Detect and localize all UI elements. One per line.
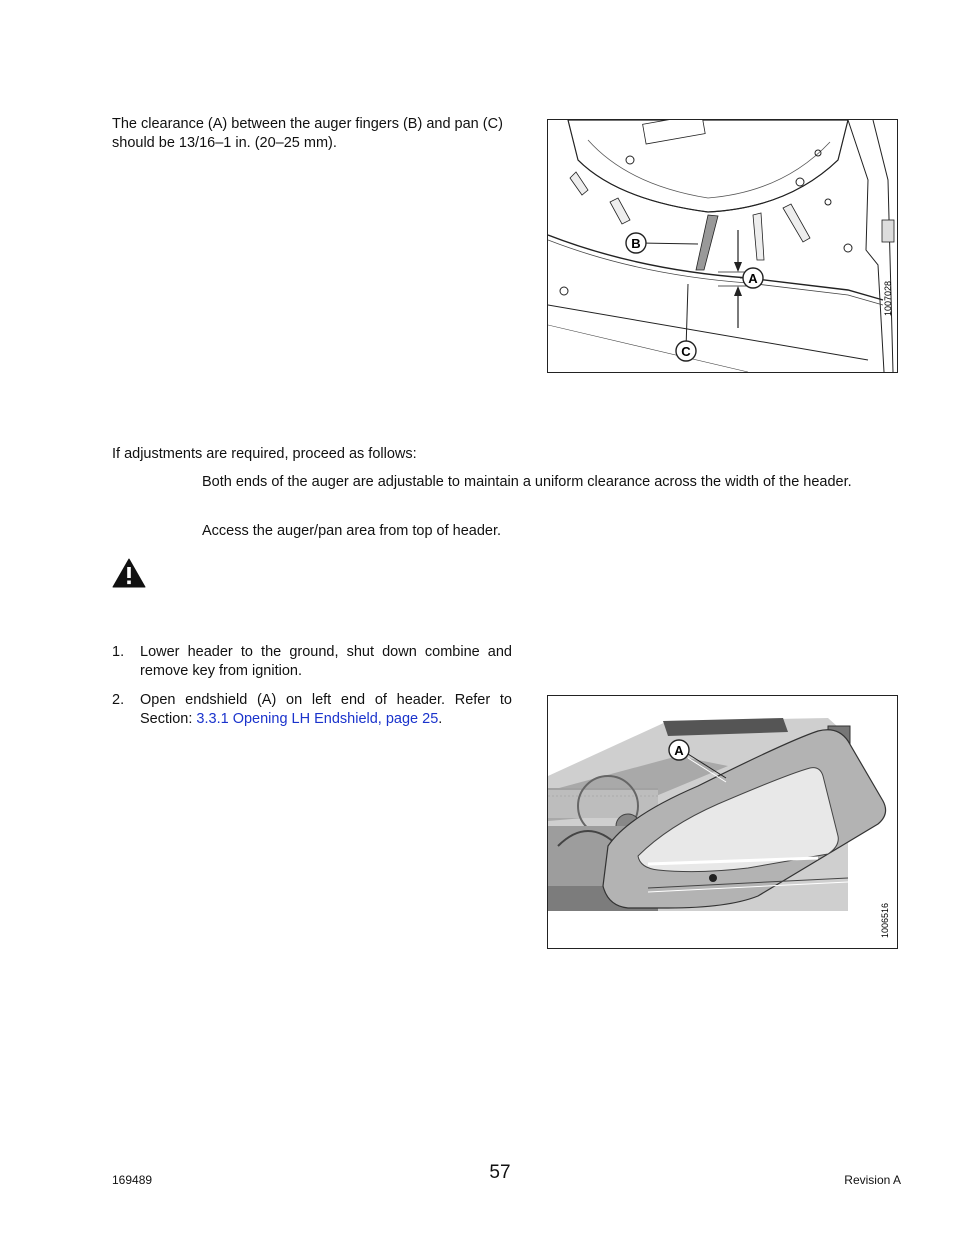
step-text-after: .: [438, 711, 443, 727]
figure-id: 1007028: [883, 280, 893, 316]
step-number: 2.: [112, 692, 125, 708]
note-adjustable-ends: Both ends of the auger are adjustable to maintain a uniform clearance across the width of the header.: [202, 474, 852, 490]
figure-id: 1006516: [880, 902, 890, 938]
step-text: [140, 691, 512, 729]
step-1: [112, 643, 512, 681]
step-text-before: Open endshield (A) on left end of header. Refer to Section:: [140, 692, 512, 727]
step-2: [112, 691, 512, 729]
callout-b-label: B: [631, 236, 641, 251]
callout-a-label: A: [748, 271, 758, 286]
step-number: 1.: [112, 644, 125, 660]
opening-lh-endshield-link[interactable]: 3.3.1 Opening LH Endshield, page 25: [196, 711, 439, 727]
auger-clearance-figure: [547, 119, 898, 373]
page-number: 57: [489, 1162, 511, 1183]
note-access-area: Access the auger/pan area from top of header.: [202, 523, 502, 539]
callout-c-label: C: [681, 344, 691, 359]
callout-a-label: A: [674, 743, 684, 758]
auger-clearance-illustration: [548, 120, 897, 372]
warning-triangle-icon: [112, 558, 146, 588]
lh-endshield-figure: [547, 695, 898, 949]
intro-paragraph: The clearance (A) between the auger fingers (B) and pan (C) should be 13/16–1 in. (20–25 mm).: [112, 116, 503, 151]
adjust-intro: If adjustments are required, proceed as follows:: [112, 446, 417, 462]
document-number: 169489: [112, 1173, 153, 1187]
step-text: Lower header to the ground, shut down combine and remove key from ignition.: [140, 644, 512, 679]
revision-label: Revision A: [844, 1173, 901, 1187]
lh-endshield-illustration: [548, 696, 897, 948]
